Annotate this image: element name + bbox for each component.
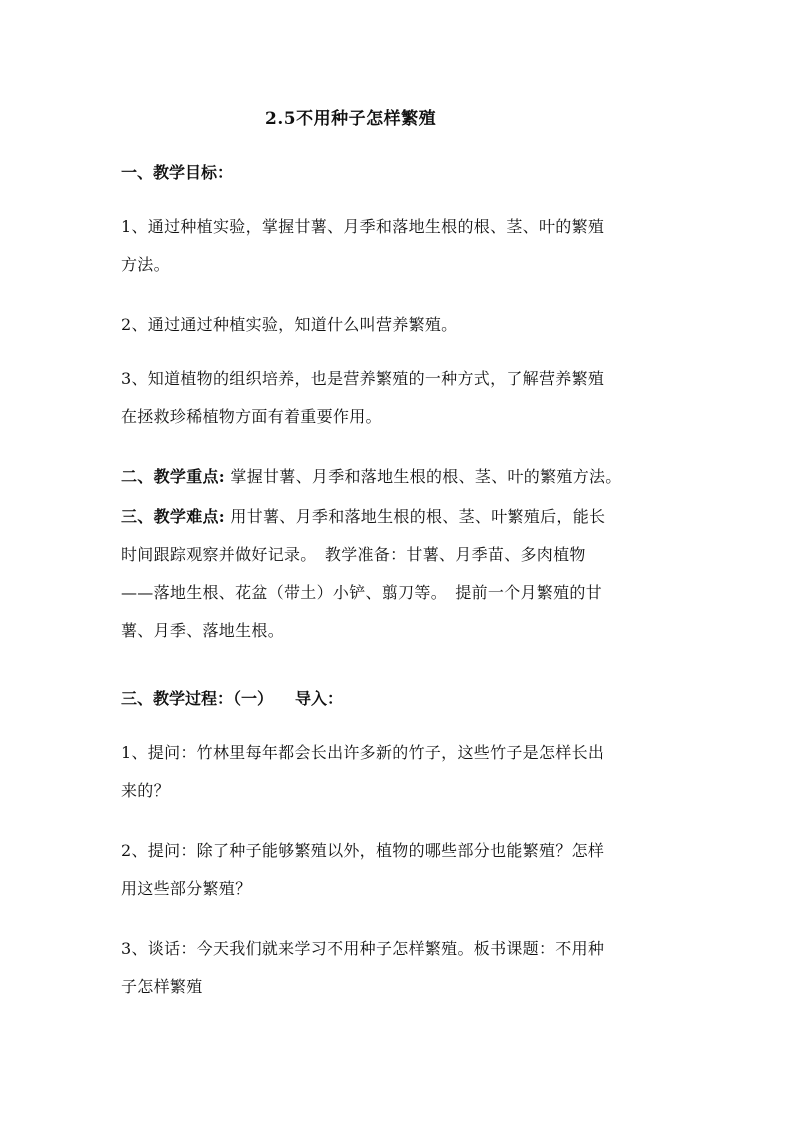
question-item-1-line-2: 来的？ <box>121 781 170 800</box>
question-item-3-line-2: 子怎样繁殖 <box>121 977 203 996</box>
goal-item-2-line-1: 2、通过通过种植实验，知道什么叫营养繁殖。 <box>121 315 458 334</box>
process-heading-part-1: 三、教学过程：（一） <box>121 689 274 708</box>
key-points-text: 掌握甘薯、月季和落地生根的根、茎、叶的繁殖方法。 <box>225 467 622 486</box>
difficulty-points <box>121 502 681 646</box>
goal-item-3-line-2: 在拯救珍稀植物方面有着重要作用。 <box>121 407 382 426</box>
key-points-line <box>121 462 681 492</box>
goal-item-1-line-2: 方法。 <box>121 255 170 274</box>
page-title: 2.5不用种子怎样繁殖 <box>265 109 437 129</box>
question-item-2-line-2: 用这些部分繁殖？ <box>121 879 252 898</box>
question-item-2 <box>121 836 681 904</box>
section-heading-process <box>121 684 343 714</box>
difficulty-line-3: ——落地生根、花盆（带土）小铲、翦刀等。 提前一个月繁殖的甘 <box>121 583 603 602</box>
goal-item-1-line-1: 1、通过种植实验，掌握甘薯、月季和落地生根的根、茎、叶的繁殖 <box>121 217 605 236</box>
goal-item-2 <box>121 310 681 340</box>
question-item-1-line-1: 1、提问：竹林里每年都会长出许多新的竹子，这些竹子是怎样长出 <box>121 743 605 762</box>
process-heading-part-2: 导入： <box>295 689 344 708</box>
difficulty-line-4: 薯、月季、落地生根。 <box>121 621 285 640</box>
difficulty-line-2: 时间跟踪观察并做好记录。 教学准备：甘薯、月季苗、多肉植物 <box>121 545 586 564</box>
question-item-3 <box>121 934 681 1002</box>
difficulty-label: 三、教学难点: <box>121 507 226 526</box>
goal-item-1 <box>121 212 681 280</box>
section-heading-goals: 一、教学目标： <box>121 163 234 182</box>
question-item-1 <box>121 738 681 806</box>
goal-item-3-line-1: 3、知道植物的组织培养，也是营养繁殖的一种方式，了解营养繁殖 <box>121 369 605 388</box>
difficulty-line-1 <box>121 502 681 532</box>
goal-item-3 <box>121 364 681 432</box>
key-points-label: 二、教学重点: <box>121 467 226 486</box>
question-item-3-line-1: 3、谈话：今天我们就来学习不用种子怎样繁殖。板书课题：不用种 <box>121 939 605 958</box>
key-points <box>121 462 681 492</box>
question-item-2-line-1: 2、提问：除了种子能够繁殖以外，植物的哪些部分也能繁殖？怎样 <box>121 841 605 860</box>
difficulty-text: 用甘薯、月季和落地生根的根、茎、叶繁殖后，能长 <box>225 507 606 526</box>
